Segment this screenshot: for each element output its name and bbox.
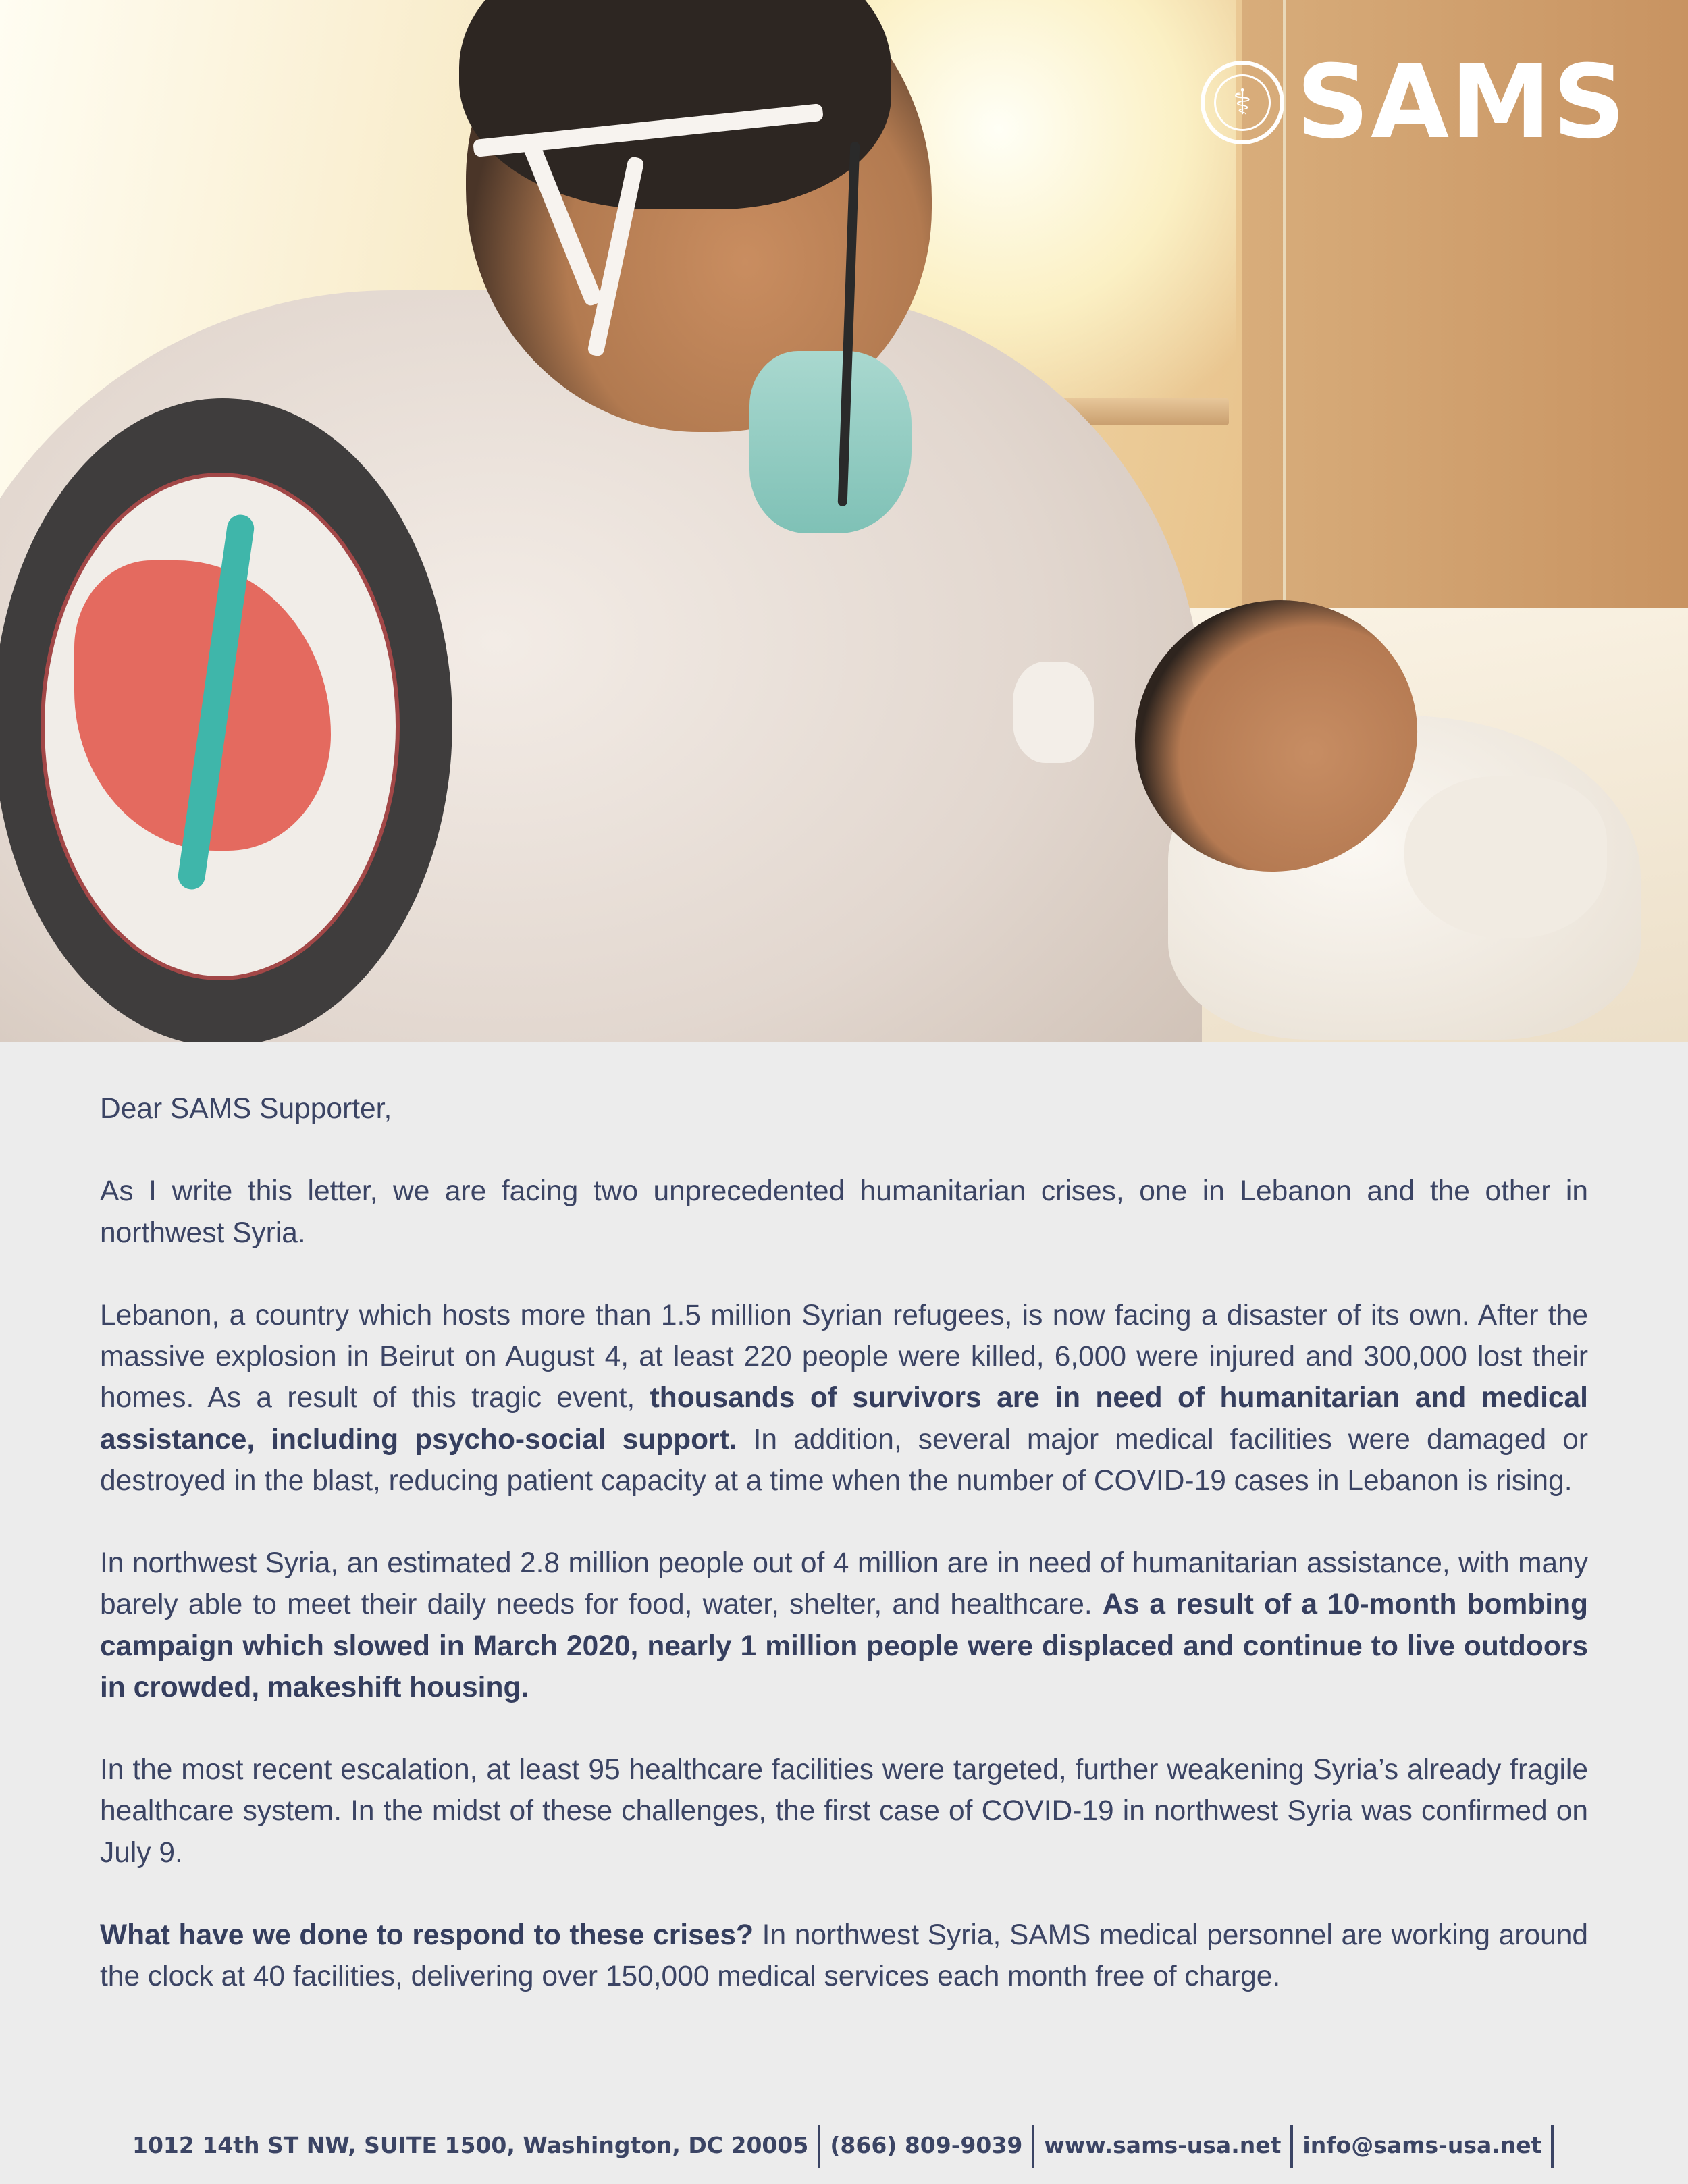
gloved-hand: [1013, 662, 1094, 763]
logo-wordmark: SAMS: [1296, 44, 1627, 161]
gloved-hand-on-baby: [1404, 776, 1607, 938]
footer-website-link[interactable]: www.sams-usa.net: [1044, 2132, 1282, 2158]
footer-divider: [1551, 2125, 1554, 2168]
paragraph-lebanon: Lebanon, a country which hosts more than 1.5 million Syrian refugees, is now facing a disaster of its own. After the massive explosion in Beirut on August 4, at least 220 people were killed, 6,000 were injured and 300,000 lost their homes. As a result of this tragic event, thousands of survivors are in need of humanitarian and medical assistance, including psycho-social support. In addition, several major medical facilities were damaged or destroyed in the blast, reducing patient capacity at a time when the number of COVID-19 cases in Lebanon is rising.: [100, 1299, 1588, 1497]
paragraph-syria: In northwest Syria, an estimated 2.8 million people out of 4 million are in need of humanitarian assistance, with many barely able to meet their daily needs for food, water, shelter, and healthcare. As a result of a 10-month bombing campaign which slowed in March 2020, nearly 1 million people were displaced and continue to live outdoors in crowded, makeshift housing.: [100, 1547, 1589, 1703]
salutation: Dear SAMS Supporter,: [100, 1093, 392, 1125]
footer-address: 1012 14th ST NW, SUITE 1500, Washington, DC 20005: [132, 2132, 809, 2158]
paragraph-intro: As I write this letter, we are facing two unprecedented humanitarian crises, one in Lebanon and the other in northwest Syria.: [100, 1175, 1588, 1249]
response-question: What have we done to respond to these crises?: [100, 1919, 754, 1951]
face-mask: [749, 351, 912, 533]
letter-body: [100, 1088, 1588, 1997]
paragraph-response: What have we done to respond to these crises? In northwest Syria, SAMS medical personnel are working around the clock at 40 facilities, delivering over 150,000 medical services each month free of charge.: [100, 1919, 1589, 1993]
footer-email-link[interactable]: info@sams-usa.net: [1302, 2132, 1542, 2158]
lebanon-highlight: thousands of survivors are in need of humanitarian and medical assistance, including psycho-social support.: [100, 1382, 1588, 1456]
contact-footer: [132, 2125, 1554, 2168]
paragraph-escalation: In the most recent escalation, at least 95 healthcare facilities were targeted, further weakening Syria’s already fragile healthcare system. In the midst of these challenges, the first case of COVID-19 in northwest Syria was confirmed on July 9.: [100, 1754, 1588, 1869]
syria-highlight: As a result of a 10-month bombing campaign which slowed in March 2020, nearly 1 million people were displaced and continue to live outdoors in crowded, makeshift housing.: [100, 1589, 1589, 1703]
sams-seal-icon: [1201, 61, 1284, 144]
footer-phone[interactable]: (866) 809-9039: [830, 2132, 1023, 2158]
sams-logo: [1201, 44, 1627, 161]
